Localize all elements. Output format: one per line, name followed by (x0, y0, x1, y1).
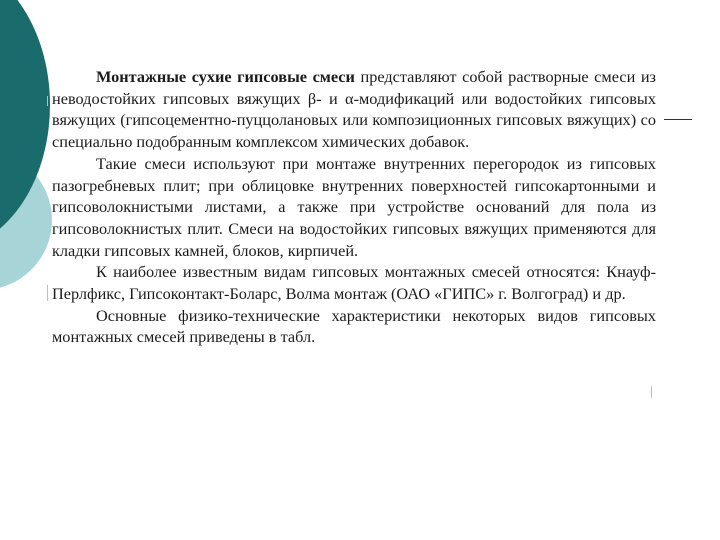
scanned-text-block (52, 66, 656, 348)
scan-edge-mark (651, 386, 652, 398)
paragraph-1 (52, 66, 656, 153)
paragraph-3-text: К наиболее известным видам гипсовых монтажных смесей относятся: Кнауф-Перлфикс, Гипсоконтакт-Боларс, Волма монтаж (ОАО «ГИПС» г. Волгоград) и др. (52, 262, 656, 304)
scan-edge-mark (47, 285, 48, 301)
decorative-dash (664, 119, 692, 120)
paragraph-4-text: Основные физико-технические характеристики некоторых видов гипсовых монтажных смесей приведены в табл. (52, 305, 656, 347)
paragraph-4 (52, 305, 656, 348)
paragraph-1-text: представляют собой растворные смеси из неводостойких гипсовых вяжущих β- и α-модификаций или водостойких гипсовых вяжущих (гипсоцементно-пуццолановых или композиционных гипсовых вяжущих) со специально подобранным комплексом химических добавок. (52, 67, 656, 152)
paragraph-1-lead: Монтажные сухие гипсовые смеси (96, 67, 355, 86)
scan-edge-mark (47, 96, 48, 106)
paragraph-2 (52, 153, 656, 262)
paragraph-3 (52, 261, 656, 304)
paragraph-2-text: Такие смеси используют при монтаже внутренних перегородок из гипсовых пазогребневых плит; при облицовке внутренних поверхностей гипсокартонными и гипсоволокнистыми листами, а также при устройстве оснований для пола из гипсоволокнистых плит. Смеси на водостойких гипсовых вяжущих применяются для кладки гипсовых камней, блоков, кирпичей. (52, 153, 656, 260)
